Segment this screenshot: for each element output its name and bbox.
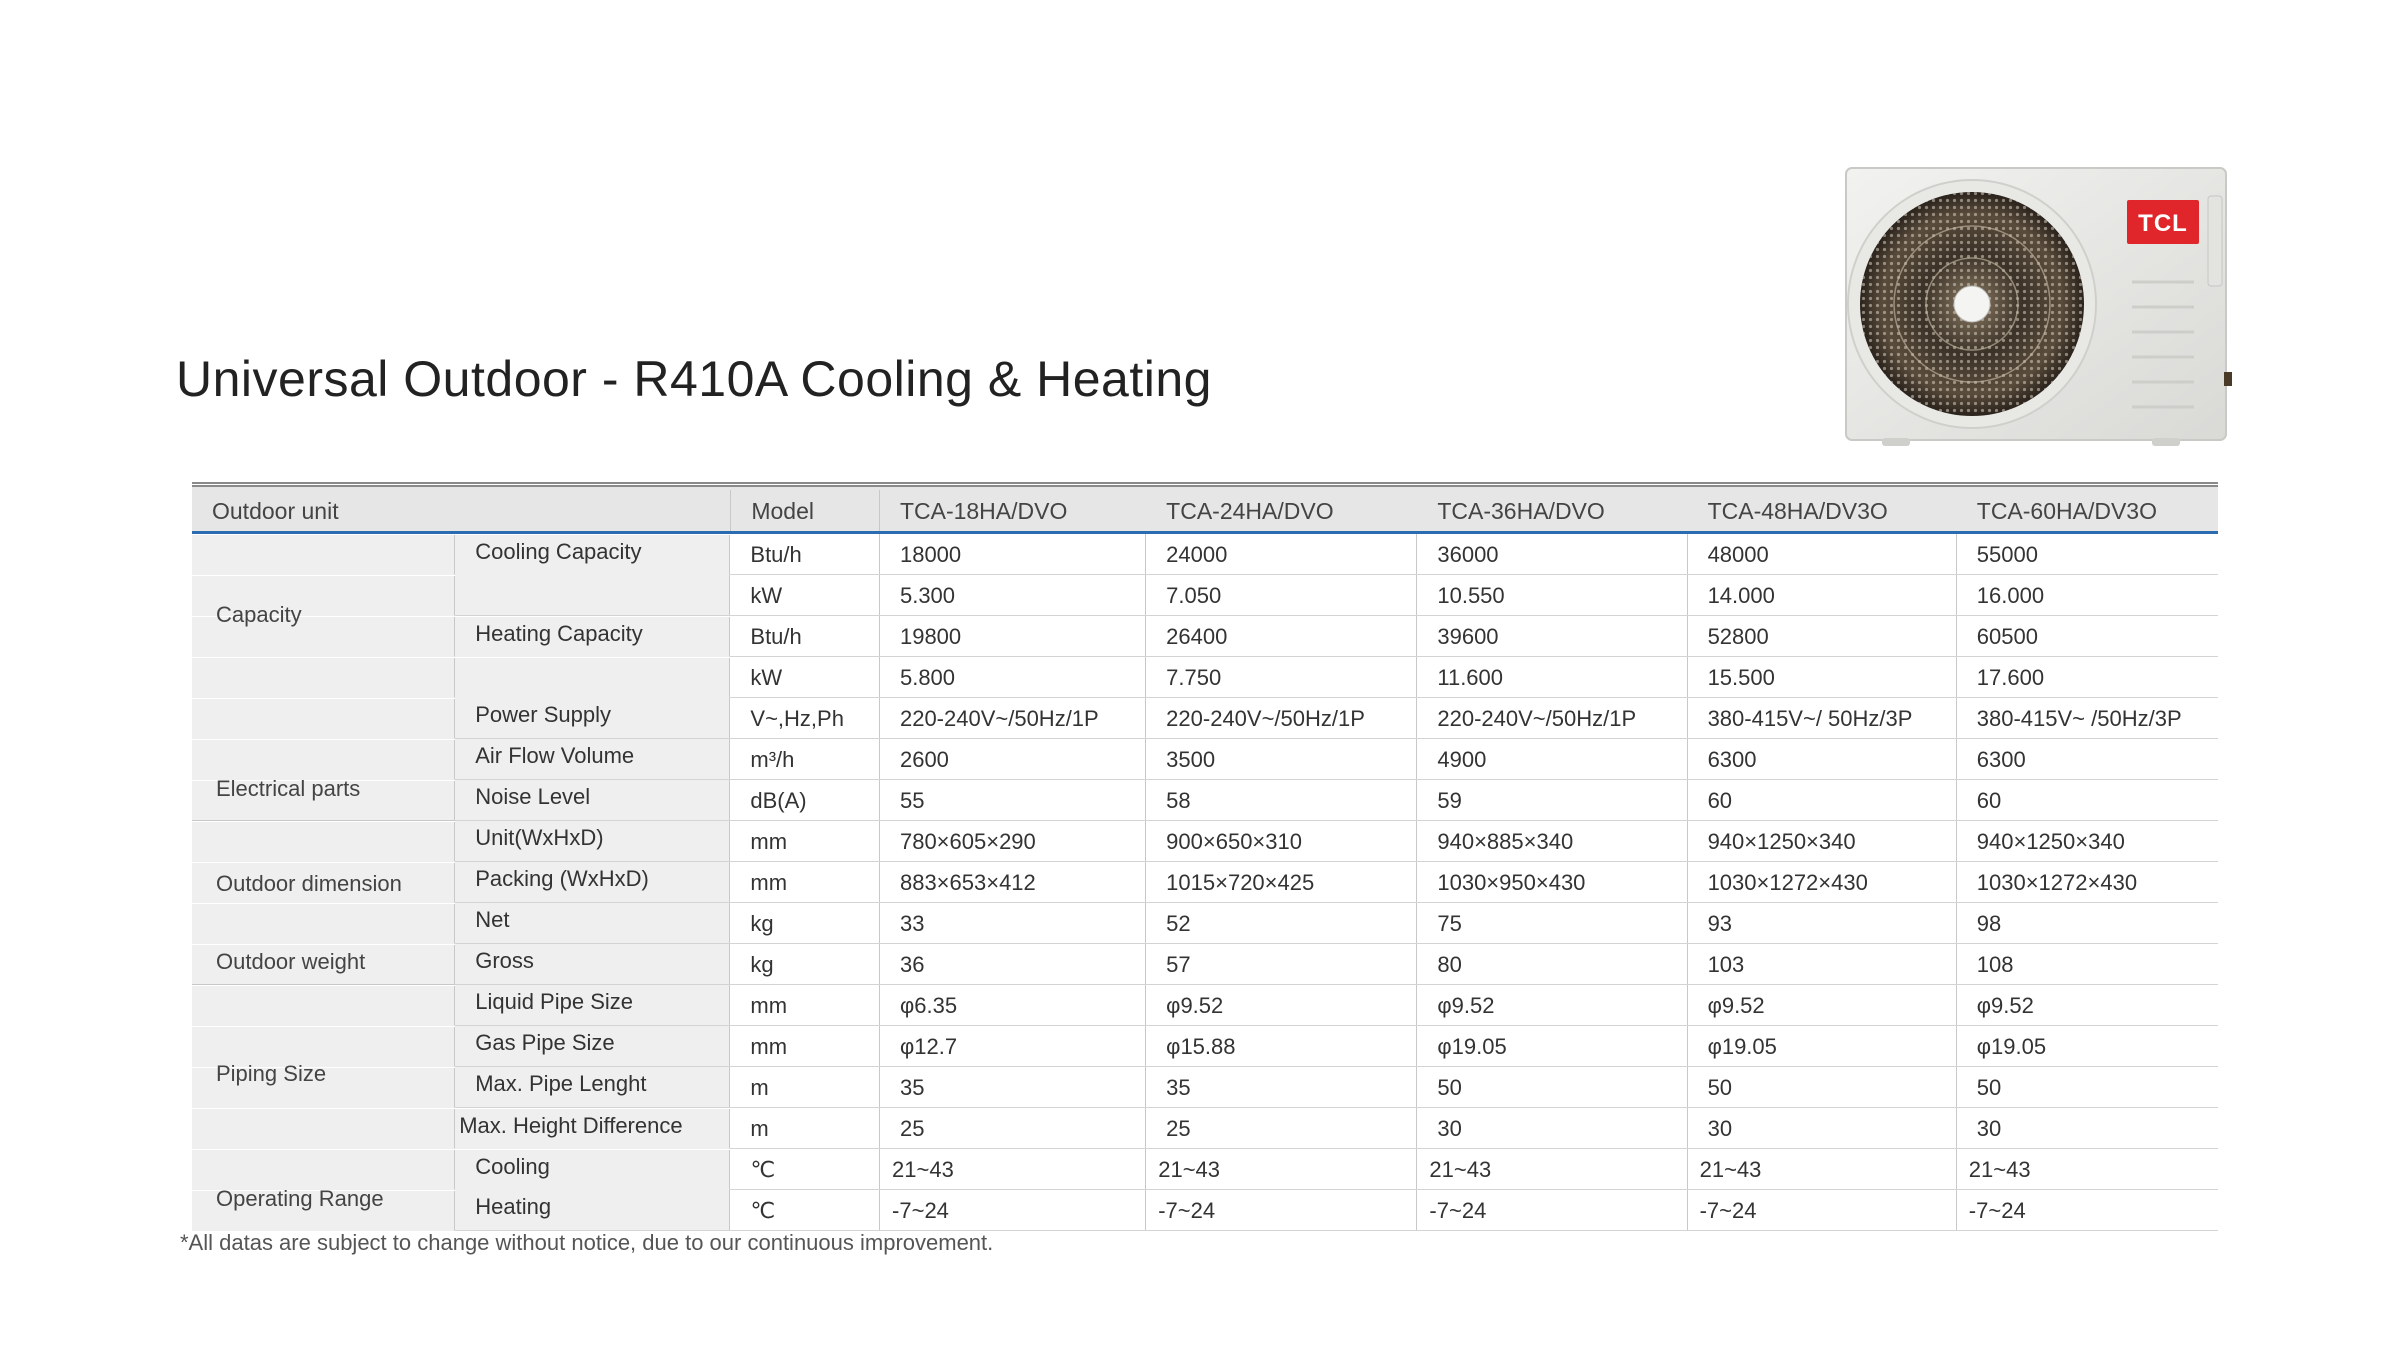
spec-value: 52	[1146, 903, 1417, 943]
spec-value: 5.300	[880, 575, 1146, 615]
spec-value: 3500	[1146, 739, 1417, 779]
spec-unit: Btu/h	[730, 616, 880, 656]
spec-unit: kg	[730, 944, 880, 984]
spec-value: 60	[1976, 788, 2002, 813]
spec-value: 380-415V~ /50Hz/3P	[1976, 706, 2182, 731]
spec-unit: m	[730, 1067, 880, 1107]
spec-item-label: Gas Pipe Size	[455, 1026, 730, 1066]
spec-unit: ℃	[730, 1149, 880, 1189]
spec-value: 103	[1688, 944, 1957, 984]
table-row	[192, 575, 2218, 616]
spec-unit: m	[730, 1108, 880, 1148]
spec-value: φ19.05	[1688, 1026, 1957, 1066]
group-label-piping: Piping Size	[216, 1061, 327, 1086]
spec-value: 80	[1417, 944, 1687, 984]
spec-value: 21~43	[1968, 1157, 2031, 1182]
spec-item-label: Power Supply	[455, 698, 730, 738]
spec-item-label: Cooling Capacity	[455, 535, 730, 575]
spec-item-label: Max. Pipe Lenght	[455, 1067, 730, 1107]
spec-item-label: Gross	[455, 944, 730, 984]
spec-unit: ℃	[730, 1190, 880, 1230]
spec-unit: kW	[730, 657, 880, 697]
spec-value: 10.550	[1417, 575, 1687, 615]
table-row	[192, 534, 2218, 575]
spec-value: 21~43	[1417, 1149, 1687, 1189]
spec-value: 1030×950×430	[1417, 862, 1687, 902]
spec-value: 15.500	[1688, 657, 1957, 697]
spec-value: φ9.52	[1417, 985, 1687, 1025]
spec-value: 380-415V~/ 50Hz/3P	[1688, 698, 1957, 738]
table-row	[192, 1067, 2218, 1108]
spec-value: φ12.7	[880, 1026, 1146, 1066]
table-row	[192, 780, 2218, 821]
spec-value: 7.750	[1146, 657, 1417, 697]
spec-value: 220-240V~/50Hz/1P	[1417, 698, 1687, 738]
header-model: TCA-48HA/DV3O	[1707, 498, 1888, 524]
spec-value: 7.050	[1146, 575, 1417, 615]
spec-value: 39600	[1417, 616, 1687, 656]
spec-item-label: Heating	[455, 1190, 730, 1230]
spec-value: 50	[1976, 1075, 2002, 1100]
table-row	[192, 1026, 2218, 1067]
table-row	[192, 985, 2218, 1026]
table-row	[192, 698, 2218, 739]
spec-value: 98	[1976, 911, 2002, 936]
group-label-capacity: Capacity	[216, 602, 302, 627]
spec-unit: mm	[730, 985, 880, 1025]
spec-value: 2600	[880, 739, 1146, 779]
spec-item-label: Air Flow Volume	[455, 739, 730, 779]
spec-unit: V~,Hz,Ph	[730, 698, 880, 738]
spec-value: 75	[1417, 903, 1687, 943]
spec-value: 883×653×412	[880, 862, 1146, 902]
spec-unit: mm	[730, 1026, 880, 1066]
spec-value: 59	[1417, 780, 1687, 820]
spec-value: 93	[1688, 903, 1957, 943]
spec-unit: kg	[730, 903, 880, 943]
table-row	[192, 1108, 2218, 1149]
spec-value: φ6.35	[880, 985, 1146, 1025]
table-row	[192, 944, 2218, 985]
spec-item-label: Net	[455, 903, 730, 943]
spec-value: 900×650×310	[1146, 821, 1417, 861]
spec-value: φ19.05	[1417, 1026, 1687, 1066]
spec-value: 1030×1272×430	[1688, 862, 1957, 902]
spec-value: 220-240V~/50Hz/1P	[880, 698, 1146, 738]
spec-value: 58	[1146, 780, 1417, 820]
spec-value: 50	[1688, 1067, 1957, 1107]
group-cell	[192, 740, 455, 780]
group-label-dimension: Outdoor dimension	[216, 871, 402, 896]
spec-value: 780×605×290	[880, 821, 1146, 861]
group-cell	[192, 904, 455, 944]
spec-unit: Btu/h	[730, 534, 880, 574]
spec-value: φ15.88	[1146, 1026, 1417, 1066]
spec-value: 30	[1976, 1116, 2002, 1141]
header-model: TCA-60HA/DV3O	[1976, 498, 2157, 524]
spec-value: 1030×1272×430	[1976, 870, 2138, 895]
spec-value: 60500	[1976, 624, 2038, 649]
group-cell	[192, 986, 455, 1026]
spec-value: 26400	[1146, 616, 1417, 656]
spec-item-label: Max. Height Difference	[455, 1109, 730, 1149]
spec-item-label	[455, 658, 730, 698]
footnote: *All datas are subject to change without notice, due to our continuous improvement.	[180, 1230, 994, 1255]
spec-item-label: Liquid Pipe Size	[455, 985, 730, 1025]
spec-item-label: Unit(WxHxD)	[455, 821, 730, 861]
spec-value: φ19.05	[1976, 1034, 2047, 1059]
header-outdoor-unit: Outdoor unit	[212, 498, 339, 524]
spec-value: 55000	[1976, 542, 2038, 567]
outdoor-unit-image	[1832, 162, 2234, 452]
spec-value: -7~24	[880, 1190, 1146, 1230]
header-model: TCA-24HA/DVO	[1166, 498, 1334, 524]
spec-table	[192, 482, 2218, 1231]
spec-value: 14.000	[1688, 575, 1957, 615]
tcl-logo-text: TCL	[2138, 210, 2188, 237]
spec-value: 940×1250×340	[1688, 821, 1957, 861]
spec-item-label: Noise Level	[455, 780, 730, 820]
group-cell	[192, 658, 455, 698]
header-model: TCA-18HA/DVO	[899, 498, 1068, 524]
spec-value: φ9.52	[1976, 993, 2034, 1018]
spec-item-label: Heating Capacity	[455, 617, 730, 657]
spec-value: 30	[1417, 1108, 1687, 1148]
spec-unit: m³/h	[730, 739, 880, 779]
table-row	[192, 1190, 2218, 1231]
spec-value: 25	[1146, 1108, 1417, 1148]
spec-unit: mm	[730, 821, 880, 861]
table-header-row	[192, 487, 2218, 534]
spec-unit: kW	[730, 575, 880, 615]
spec-value: φ9.52	[1688, 985, 1957, 1025]
spec-value: 35	[1146, 1067, 1417, 1107]
spec-value: 21~43	[1146, 1149, 1417, 1189]
spec-unit: mm	[730, 862, 880, 902]
spec-value: 21~43	[1688, 1149, 1957, 1189]
spec-value: -7~24	[1417, 1190, 1687, 1230]
spec-value: 30	[1688, 1108, 1957, 1148]
spec-value: 36	[880, 944, 1146, 984]
spec-value: 55	[880, 780, 1146, 820]
group-cell	[192, 822, 455, 862]
group-cell	[192, 699, 455, 739]
spec-value: 50	[1417, 1067, 1687, 1107]
page-title: Universal Outdoor - R410A Cooling & Heating	[176, 351, 1212, 407]
spec-value: 24000	[1146, 534, 1417, 574]
spec-value: 18000	[880, 534, 1146, 574]
group-cell	[192, 535, 455, 575]
group-label-weight: Outdoor weight	[216, 949, 366, 974]
header-model-label: Model	[730, 490, 880, 531]
spec-value: 6300	[1976, 747, 2026, 772]
table-row	[192, 862, 2218, 903]
spec-value: -7~24	[1968, 1198, 2026, 1223]
spec-value: 1015×720×425	[1146, 862, 1417, 902]
spec-value: 940×1250×340	[1976, 829, 2125, 854]
spec-value: 4900	[1417, 739, 1687, 779]
spec-value: 60	[1688, 780, 1957, 820]
spec-value: 16.000	[1976, 583, 2045, 608]
spec-value: 6300	[1688, 739, 1957, 779]
spec-value: 5.800	[880, 657, 1146, 697]
group-label-electrical: Electrical parts	[216, 776, 361, 801]
spec-item-label: Packing (WxHxD)	[455, 862, 730, 902]
spec-value: 220-240V~/50Hz/1P	[1146, 698, 1417, 738]
spec-value: 17.600	[1976, 665, 2045, 690]
spec-value: φ9.52	[1146, 985, 1417, 1025]
spec-value: 940×885×340	[1417, 821, 1687, 861]
group-label-operating: Operating Range	[216, 1186, 384, 1211]
spec-value: 11.600	[1417, 657, 1687, 697]
spec-item-label	[455, 575, 730, 615]
spec-value: 35	[880, 1067, 1146, 1107]
spec-value: 19800	[880, 616, 1146, 656]
spec-value: 33	[880, 903, 1146, 943]
spec-value: -7~24	[1146, 1190, 1417, 1230]
spec-value: -7~24	[1688, 1190, 1957, 1230]
table-row	[192, 903, 2218, 944]
table-row	[192, 821, 2218, 862]
spec-item-label: Cooling	[455, 1150, 730, 1190]
table-row	[192, 739, 2218, 780]
spec-value: 21~43	[880, 1149, 1146, 1189]
spec-value: 57	[1146, 944, 1417, 984]
table-row	[192, 616, 2218, 657]
spec-value: 108	[1976, 952, 2014, 977]
spec-value: 48000	[1688, 534, 1957, 574]
table-row	[192, 1149, 2218, 1190]
spec-value: 36000	[1417, 534, 1687, 574]
spec-value: 52800	[1688, 616, 1957, 656]
spec-value: 25	[880, 1108, 1146, 1148]
group-cell	[192, 1109, 455, 1149]
table-row	[192, 657, 2218, 698]
group-cell	[192, 1150, 455, 1190]
spec-unit: dB(A)	[730, 780, 880, 820]
header-model: TCA-36HA/DVO	[1437, 498, 1605, 524]
